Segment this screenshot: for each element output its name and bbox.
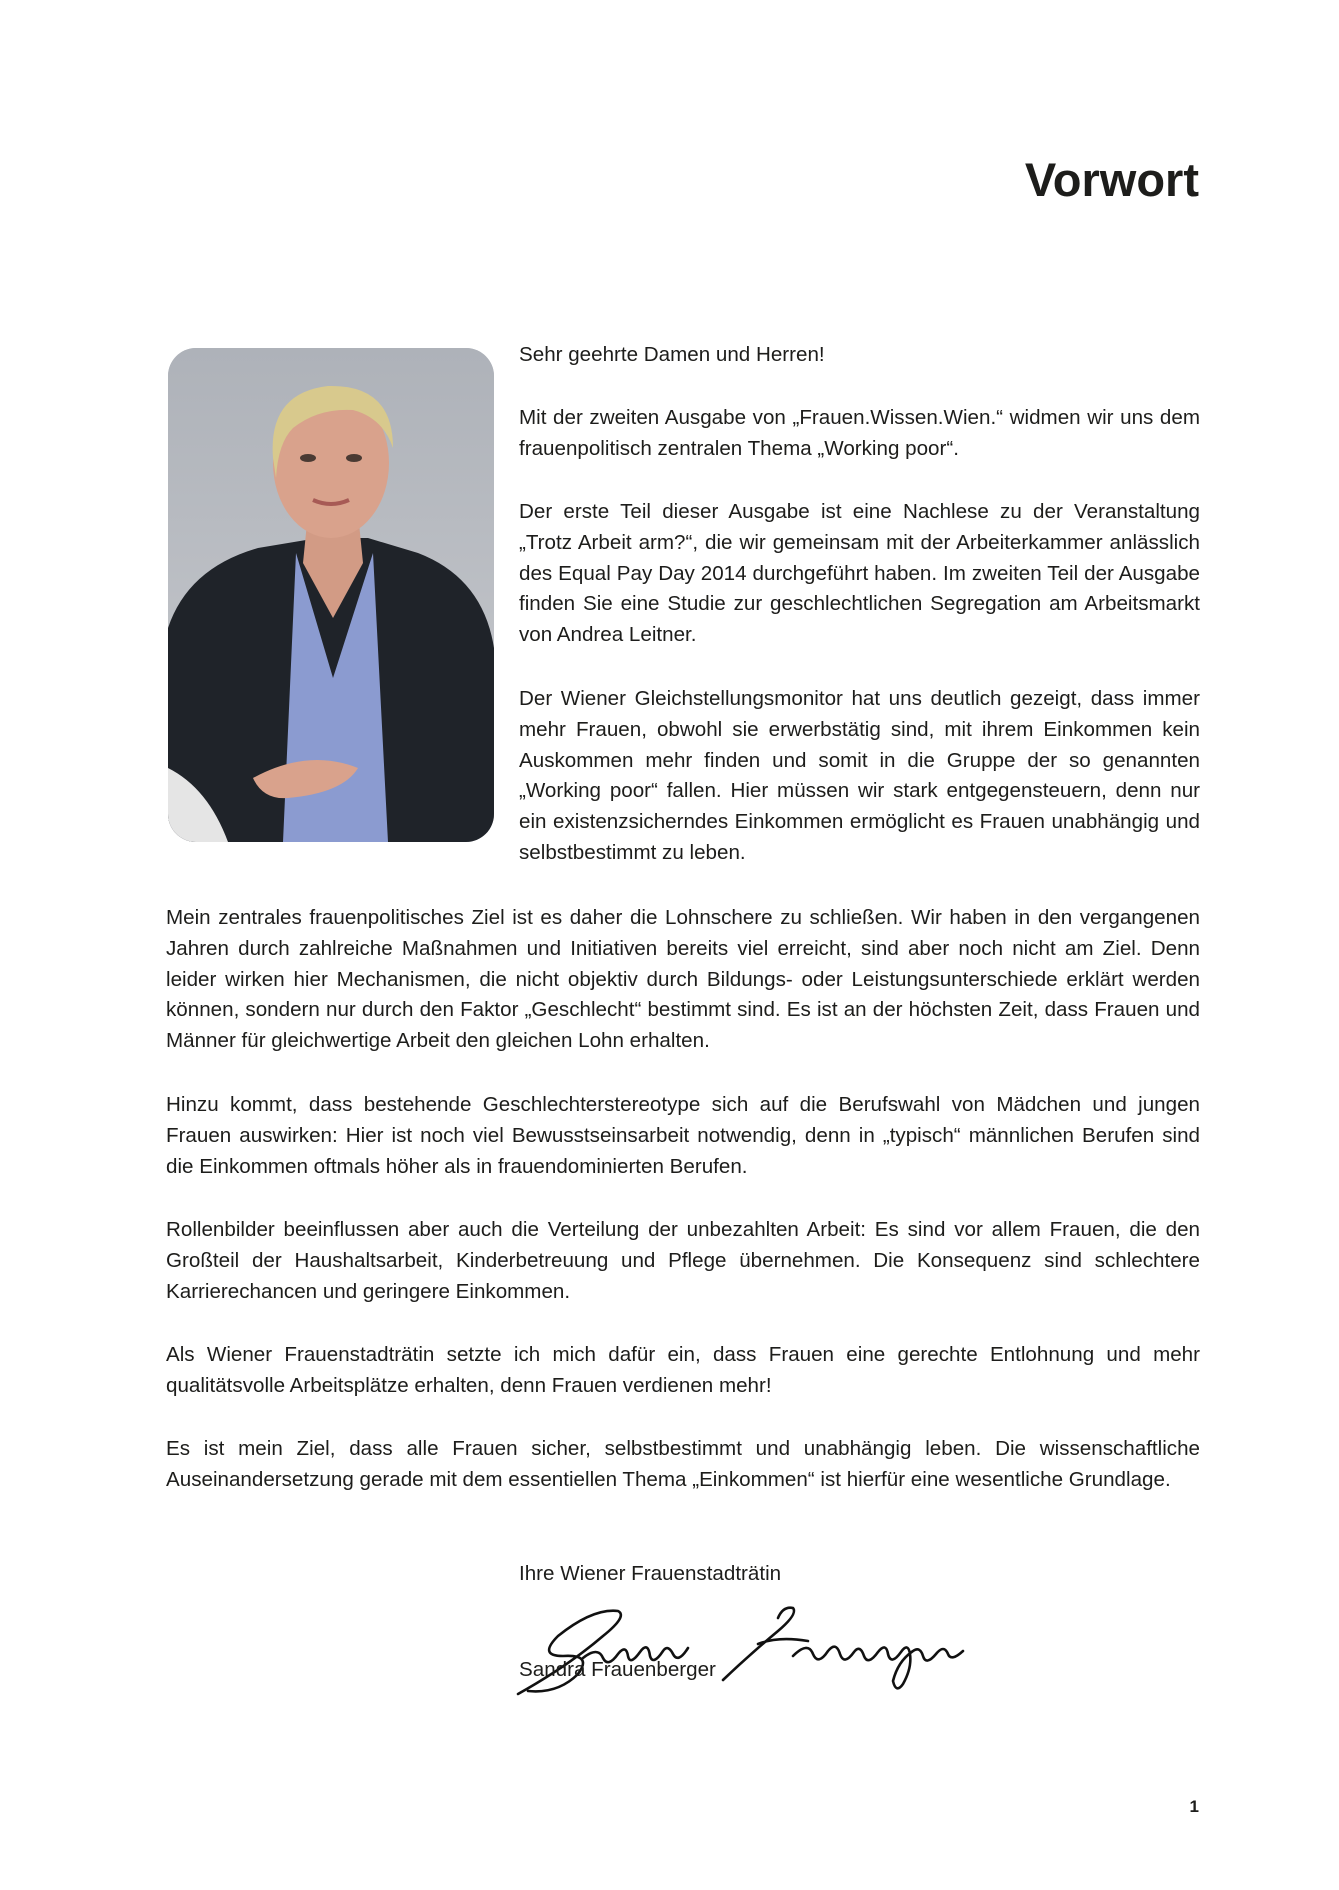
page-number: 1 bbox=[1189, 1797, 1199, 1816]
paragraph-4: Mein zentrales frauenpolitisches Ziel ist es daher die Lohnschere zu schließen. Wir haben in den vergangenen Jahren durch zahlreiche Maßnahmen und Initiativen bereits viel erreicht, sind aber noch nicht am Ziel. Denn leider wirken hier Mechanismen, die nicht objektiv durch Bildungs- oder Leistungsunterschiede erklärt werden können, sondern nur durch den Faktor „Geschlecht“ bestimmt sind. Es ist an der höchsten Zeit, dass Frauen und Männer für gleichwertige Arbeit den gleichen Lohn erhalten. bbox=[166, 906, 1200, 1053]
paragraph-1: Mit der zweiten Ausgabe von „Frauen.Wissen.Wien.“ widmen wir uns dem frauenpolitisch zentralen Thema „Working poor“. bbox=[519, 406, 1200, 460]
paragraph-5: Hinzu kommt, dass bestehende Geschlechterstereotype sich auf die Berufswahl von Mädchen und jungen Frauen auswirken: Hier ist noch viel Bewusstseinsarbeit notwendig, denn in „typisch“ männlichen Berufen sind die Einkommen oftmals höher als in frauendominierten Berufen. bbox=[166, 1093, 1200, 1178]
closing-line: Ihre Wiener Frauenstadträtin bbox=[519, 1562, 782, 1585]
paragraph-7: Als Wiener Frauenstadträtin setzte ich mich dafür ein, dass Frauen eine gerechte Entlohnung und mehr qualitätsvolle Arbeitsplätze erhalten, denn Frauen verdienen mehr! bbox=[166, 1343, 1200, 1397]
handwritten-signature bbox=[508, 1596, 978, 1706]
portrait-illustration bbox=[168, 348, 494, 842]
paragraph-8: Es ist mein Ziel, dass alle Frauen sicher, selbstbestimmt und unabhängig leben. Die wissenschaftliche Auseinandersetzung gerade mit dem essentiellen Thema „Einkommen“ ist hierfür eine wesentliche Grundlage. bbox=[166, 1437, 1200, 1491]
signature-name: Sandra Frauenberger bbox=[519, 1658, 716, 1681]
paragraph-6: Rollenbilder beeinflussen aber auch die Verteilung der unbezahlten Arbeit: Es sind vor allem Frauen, die den Großteil der Haushaltsarbeit, Kinderbetreuung und Pflege übernehmen. Die Konsequenz sind schlechtere Karrierechancen und geringere Einkommen. bbox=[166, 1218, 1200, 1303]
page-title: Vorwort bbox=[1024, 153, 1199, 206]
paragraph-2: Der erste Teil dieser Ausgabe ist eine Nachlese zu der Veranstaltung „Trotz Arbeit arm?“, die wir gemeinsam mit der Arbeiterkammer anlässlich des Equal Pay Day 2014 durchgeführt haben. Im zweiten Teil der Ausgabe finden Sie eine Studie zur geschlechtlichen Segregation am Arbeitsmarkt von Andrea Leitner. bbox=[519, 500, 1200, 647]
paragraph-3: Der Wiener Gleichstellungsmonitor hat uns deutlich gezeigt, dass immer mehr Frauen, obwohl sie erwerbstätig sind, mit ihrem Einkommen kein Auskommen mehr finden und somit in die Gruppe der so genannten „Working poor“ fallen. Hier müssen wir stark entgegensteuern, denn nur ein existenzsicherndes Einkommen ermöglicht es Frauen unabhängig und selbstbestimmt zu leben. bbox=[519, 687, 1200, 864]
salutation: Sehr geehrte Damen und Herren! bbox=[519, 343, 825, 366]
author-portrait-photo bbox=[168, 348, 494, 842]
